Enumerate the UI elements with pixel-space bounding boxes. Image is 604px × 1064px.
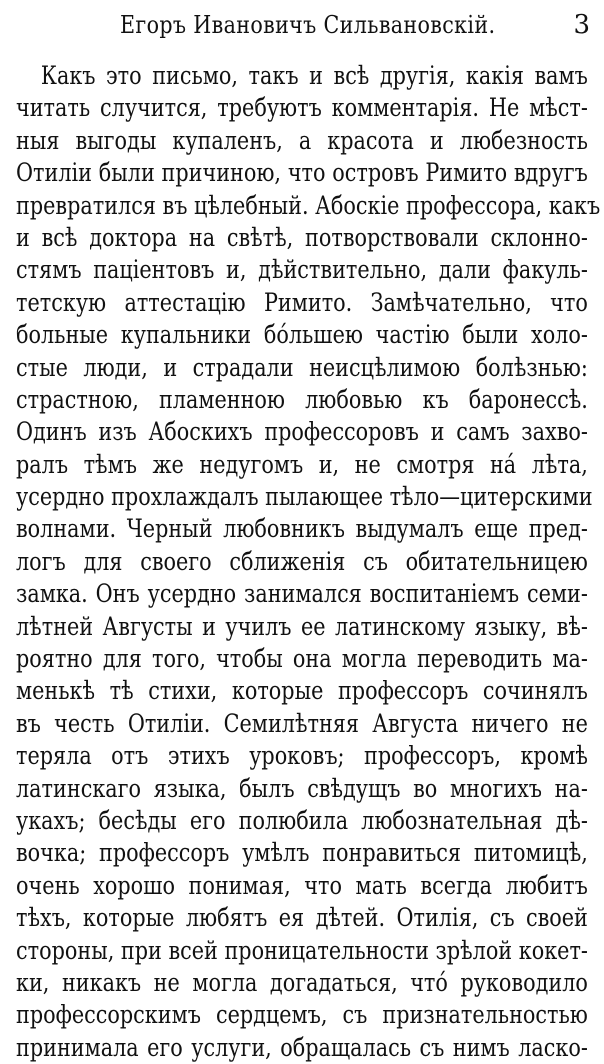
text-line: превратился въ цѣлебный. Абоскіе профессора, какъ — [16, 190, 601, 220]
text-line: теряла отъ этихъ уроковъ; профессоръ, кромѣ — [16, 741, 588, 771]
text-line: профессорскимъ сердцемъ, съ признательностью — [16, 1000, 588, 1030]
text-line: стямъ паціентовъ и, дѣйствительно, дали факуль- — [16, 255, 588, 285]
text-line: менькѣ тѣ стихи, которые профессоръ сочинялъ — [16, 676, 588, 706]
page-number: 3 — [573, 10, 590, 40]
text-line: Отиліи были причиною, что островъ Римито вдругъ — [16, 158, 588, 188]
text-line: тѣхъ, которые любятъ ея дѣтей. Отилія, съ своей — [16, 903, 588, 933]
text-line: принимала его услуги, обращалась съ нимъ ласко- — [16, 1032, 588, 1062]
text-line: и всѣ доктора на свѣтѣ, потворствовали склонно- — [16, 222, 588, 252]
text-line: ныя выгоды купаленъ, а красота и любезность — [16, 125, 588, 155]
text-line: латинскаго языка, былъ свѣдущъ во многихъ на- — [16, 773, 588, 803]
running-title: Егоръ Ивановичъ Сильвановскій. — [120, 11, 496, 39]
text-line: роятно для того, чтобы она могла переводить ма- — [16, 644, 588, 674]
text-line: вочка; профессоръ умѣлъ понравиться питомицѣ, — [16, 838, 588, 868]
text-line: логъ для своего сближенія съ обитательницею — [16, 546, 588, 576]
text-line: Одинъ изъ Абоскихъ профессоровъ и самъ захво- — [16, 417, 588, 447]
text-line: тетскую аттестацію Римито. Замѣчательно, что — [16, 287, 588, 317]
page-header — [0, 8, 604, 42]
text-line: страстною, пламенною любовью къ баронессѣ. — [16, 384, 588, 414]
text-line: ки, никакъ не могла догадаться, что́ руководило — [16, 967, 588, 997]
text-line: ралъ тѣмъ же недугомъ и, не смотря на́ лѣта, — [16, 449, 588, 479]
text-line: волнами. Черный любовникъ выдумалъ еще пред- — [16, 514, 588, 544]
text-line: лѣтней Августы и училъ ее латинскому языку, вѣ- — [16, 611, 588, 641]
text-line: читать случится, требуютъ комментарія. Не мѣст- — [16, 93, 588, 123]
text-line: больные купальники бо́льшею частію были холо- — [16, 320, 588, 350]
text-line: въ честь Отиліи. Семилѣтняя Августа ничего не — [16, 708, 588, 738]
text-line: очень хорошо понимая, что мать всегда любитъ — [16, 870, 588, 900]
text-line: стороны, при всей проницательности зрѣлой кокет- — [16, 935, 588, 965]
text-line: Какъ это письмо, такъ и всѣ другія, какія вамъ — [40, 61, 588, 90]
text-line: усердно прохлаждалъ пылающее тѣло—цитерскими — [16, 482, 593, 512]
text-line: замка. Онъ усердно занимался воспитаніемъ семи- — [16, 579, 588, 609]
body-text — [16, 60, 601, 1064]
text-line: укахъ; бесѣды его полюбила любознательная дѣ- — [16, 805, 588, 835]
text-line: стые люди, и страдали неисцѣлимою болѣзнью: — [16, 352, 588, 382]
